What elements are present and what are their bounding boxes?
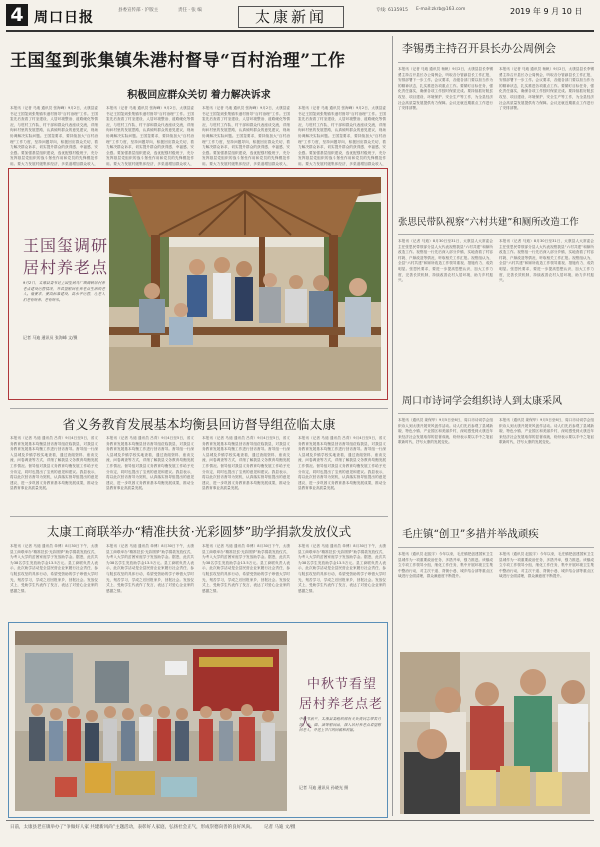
footer-caption-text: 日前，太康县老庄镇举办了“争做好人家 共建新风尚”主题活动，表彰好人家庭，弘扬社会正气，形成崇德向善的良好风尚。 [10,825,255,830]
family-award-photo [400,652,590,814]
charity-body-col-2: 本报讯（记者 马迪 通讯员 单博）8月30日下午，太康县工商联举办“精准扶贫·光彩圆梦”助学捐款发放仪式，为考入大学的贫困家庭学子发放助学金。据悉，此次共为38名学生发放助学金13.5万元。县工商联负责人表示，此次助学活动是全县民营企业家履行社会责任、参与脱贫攻坚的具体行动，希望受资助的学子珍惜大学时光，刻苦学习，学成之后回报家乡，回报社会。发放仪式上，受助学生代表作了发言，表达了对爱心企业家的感激之情。 [106,544,194,593]
photo-feature-2-caption: 中秋节前夕，太康县委组织部有关负责同志带着月饼、米、面、油等慰问品，深入居村养老点看望慰问老人，并送上节日的问候和祝福。 [299,717,381,733]
sidebar-body-col: 本报讯（记者 马迪）8月30日至31日，太康县人大常委会主任张思民带领部分县人大代表视察我县“六村共建”和厕所改造工作。视察组一行先后深入部分乡镇，实地查看了村容村貌、户厕改造等情况，听取相关工作汇报。视察组认为，全县“六村共建”和厕所改造工作领导重视、措施有力、成效明显。张思民要求，要进一步提高思想认识，加大工作力度，完善长效机制，持续改善农村人居环境，助力乡村振兴。 [499,239,594,283]
photo-feature-2-title-2: 居村养老点老人 [299,697,384,731]
header-rule [6,30,594,32]
sidebar-body-col: 本报讯（通讯员 赵振宇）今年以来，毛庄镇把创建国家卫生县城作为一项重要政治任务，多措并举，强力推进。该镇成立专项工作领导小组，细化工作任务，集中开展环境卫生集中整治行动，对主次干道、背街小巷、城乡结合部等重点区域进行全面清理，群众满意度不断提升。 [398,552,493,579]
main-headline: 王国玺到张集镇朱港村督导“百村治理”工作 [10,51,346,71]
section-rule [10,408,388,409]
pavilion-elderly-photo [109,177,381,391]
photo-feature-title-2: 居村养老点 [23,258,109,277]
charity-body-col-3: 本报讯（记者 马迪 通讯员 单博）8月30日下午，太康县工商联举办“精准扶贫·光彩圆梦”助学捐款发放仪式，为考入大学的贫困家庭学子发放助学金。据悉，此次共为38名学生发放助学金13.5万元。县工商联负责人表示，此次助学活动是全县民营企业家履行社会责任、参与脱贫攻坚的具体行动，希望受资助的学子珍惜大学时光，刻苦学习，学成之后回报家乡，回报社会。发放仪式上，受助学生代表作了发言，表达了对爱心企业家的感激之情。 [202,544,290,593]
sidebar-headline: 周口市诗词学会组织诗人到太康采风 [402,396,562,407]
edu-body-col-4: 本报讯（记者 马迪 通讯员 吕青）9月4日至5日，省义务教育发展基本均衡县回访督导组莅临我县，对我县义务教育发展基本均衡工作进行回访督导。督导组一行深入县城及乡镇学校实地查看，通过查阅资料、座谈交流、问卷调查等方式，详细了解我县义务教育均衡发展工作情况。督导组对我县义务教育均衡发展工作给予充分肯定，同时也提出了宝贵的意见和建议。我县表示，将以此次回访督导为契机，认真落实督导组提出的意见建议，进一步巩固义务教育基本均衡发展成果，推动全县教育事业高质量发展。 [298,436,386,491]
column-divider [392,36,393,816]
courtyard-group-photo [15,631,287,811]
sidebar-headline: 张思民带队视察“六村共建”和厕所改造工作 [398,217,579,228]
footer-rule [6,820,594,821]
photo-feature-caption: 9月2日，太康县委书记王国玺到马厂镇调研居村养老点建设运营情况，并看望慰问在养老点生活的老人。他要求，要高标准建设、高水平运营，让老人们老有所养、老有所乐。 [23,281,105,302]
edition-title: 太康新闻 [238,6,344,28]
sidebar-body-col: 本报讯（记者 马迪）8月30日至31日，太康县人大常委会主任张思民带领部分县人大代表视察我县“六村共建”和厕所改造工作。视察组一行先后深入部分乡镇，实地查看了村容村貌、户厕改造等情况，听取相关工作汇报。视察组认为，全县“六村共建”和厕所改造工作领导重视、措施有力、成效明显。张思民要求，要进一步提高思想认识，加大工作力度，完善长效机制，持续改善农村人居环境，助力乡村振兴。 [398,239,493,283]
header-email: E-mail:zkrb@163.com [416,7,466,12]
photo-feature-2-credit: 记者 马迪 通讯员 孙晓光 摄 [299,785,349,790]
header-meta-1: 县委宣传部 · 沪版主 [118,8,159,13]
main-body-col-3: 本报讯（记者 马迪 通讯员 张海峰）9月2日，太康县委书记王国玺到张集镇朱港村督导“百村治理”工作。王国玺先后查看了村室建设、人居环境整治、道路硬化等情况，与驻村工作队、村干部和群众代表座谈交流，详细询问村里的发展思路，认真倾听群众的意见建议，现场协调解决实际问题。王国玺要求，要持续加大“百村治理”工作力度，坚持问题导向，积极回应群众关切，着力解决群众诉求，切实提升群众的获得感、幸福感、安全感。要加强基层组织建设，选优配强村级班子，充分发挥基层党组织的战斗堡垒作用和党员的先锋模范作用。要大力发展村级集体经济，多渠道增加群众收入， [202,106,290,166]
edu-headline: 省义务教育发展基本均衡县回访督导组莅临太康 [62,418,336,433]
main-body-col-2: 本报讯（记者 马迪 通讯员 张海峰）9月2日，太康县委书记王国玺到张集镇朱港村督导“百村治理”工作。王国玺先后查看了村室建设、人居环境整治、道路硬化等情况，与驻村工作队、村干部和群众代表座谈交流，详细询问村里的发展思路，认真倾听群众的意见建议，现场协调解决实际问题。王国玺要求，要持续加大“百村治理”工作力度，坚持问题导向，积极回应群众关切，着力解决群众诉求，切实提升群众的获得感、幸福感、安全感。要加强基层组织建设，选优配强村级班子，充分发挥基层党组织的战斗堡垒作用和党员的先锋模范作用。要大力发展村级集体经济，多渠道增加群众收入， [106,106,194,166]
paper-name: 周口日报 [34,10,94,26]
sidebar-body-col: 本报讯（通讯员 姜保华）9月5日至6日，周口市诗词学会组织诗人到太康开展采风创作活动。诗人们先后参观了县城新貌、特色小镇、产业园区和美丽乡村，深切感受到太康近年来经济社会发展取得的显著成就，纷纷表示要以手中之笔讴歌新时代，抒写太康的发展变化。 [398,418,493,445]
edu-body-col-3: 本报讯（记者 马迪 通讯员 吕青）9月4日至5日，省义务教育发展基本均衡县回访督导组莅临我县，对我县义务教育发展基本均衡工作进行回访督导。督导组一行深入县城及乡镇学校实地查看，通过查阅资料、座谈交流、问卷调查等方式，详细了解我县义务教育均衡发展工作情况。督导组对我县义务教育均衡发展工作给予充分肯定，同时也提出了宝贵的意见和建议。我县表示，将以此次回访督导为契机，认真落实督导组提出的意见建议，进一步巩固义务教育基本均衡发展成果，推动全县教育事业高质量发展。 [202,436,290,491]
edu-body-col-1: 本报讯（记者 马迪 通讯员 吕青）9月4日至5日，省义务教育发展基本均衡县回访督导组莅临我县，对我县义务教育发展基本均衡工作进行回访督导。督导组一行深入县城及乡镇学校实地查看，通过查阅资料、座谈交流、问卷调查等方式，详细了解我县义务教育均衡发展工作情况。督导组对我县义务教育均衡发展工作给予充分肯定，同时也提出了宝贵的意见和建议。我县表示，将以此次回访督导为契机，认真落实督导组提出的意见建议，进一步巩固义务教育基本均衡发展成果，推动全县教育事业高质量发展。 [10,436,98,491]
sidebar-story-4 [398,526,594,650]
sidebar-headline: 毛庄镇“创卫”多措并举战顽疾 [402,528,539,540]
sidebar-body-col: 本报讯（通讯员 姜保华）9月5日至6日，周口市诗词学会组织诗人到太康开展采风创作活动。诗人们先后参观了县城新貌、特色小镇、产业园区和美丽乡村，深切感受到太康近年来经济社会发展取得的显著成就，纷纷表示要以手中之笔讴歌新时代，抒写太康的发展变化。 [499,418,594,445]
photo-feature-box-2 [8,622,388,818]
main-body-col-1: 本报讯（记者 马迪 通讯员 张海峰）9月2日，太康县委书记王国玺到张集镇朱港村督导“百村治理”工作。王国玺先后查看了村室建设、人居环境整治、道路硬化等情况，与驻村工作队、村干部和群众代表座谈交流，详细询问村里的发展思路，认真倾听群众的意见建议，现场协调解决实际问题。王国玺要求，要持续加大“百村治理”工作力度，坚持问题导向，积极回应群众关切，着力解决群众诉求，切实提升群众的获得感、幸福感、安全感。要加强基层组织建设，选优配强村级班子，充分发挥基层党组织的战斗堡垒作用和党员的先锋模范作用。要大力发展村级集体经济，多渠道增加群众收入， [10,106,98,166]
sidebar-body-col: 本报讯（通讯员 赵振宇）今年以来，毛庄镇把创建国家卫生县城作为一项重要政治任务，多措并举，强力推进。该镇成立专项工作领导小组，细化工作任务，集中开展环境卫生集中整治行动，对主次干道、背街小巷、城乡结合部等重点区域进行全面清理，群众满意度不断提升。 [499,552,594,579]
section-rule [10,516,388,517]
main-subhead: 积极回应群众关切 着力解决诉求 [127,90,271,101]
page-number: 4 [6,4,28,26]
photo-feature-box [8,168,388,400]
sidebar-headline: 李锡勇主持召开县长办公周例会 [402,42,556,55]
photo-feature-2-title-1: 中秋节看望 [307,677,378,692]
charity-body-col-1: 本报讯（记者 马迪 通讯员 单博）8月30日下午，太康县工商联举办“精准扶贫·光彩圆梦”助学捐款发放仪式，为考入大学的贫困家庭学子发放助学金。据悉，此次共为38名学生发放助学金13.5万元。县工商联负责人表示，此次助学活动是全县民营企业家履行社会责任、参与脱贫攻坚的具体行动，希望受资助的学子珍惜大学时光，刻苦学习，学成之后回报家乡，回报社会。发放仪式上，受助学生代表作了发言，表达了对爱心企业家的感激之情。 [10,544,98,593]
header-issue-no: 专线: 6135915 [376,8,408,13]
masthead [0,0,600,30]
header-meta-2: 责任 · 张 编 [178,8,202,13]
footer-caption [10,824,590,830]
sidebar-story-2 [398,214,594,385]
photo-feature-credit: 记者 马迪 通讯员 张海峰 文/摄 [23,335,78,340]
photo-feature-title-1: 王国玺调研 [23,236,109,255]
edu-body-col-2: 本报讯（记者 马迪 通讯员 吕青）9月4日至5日，省义务教育发展基本均衡县回访督导组莅临我县，对我县义务教育发展基本均衡工作进行回访督导。督导组一行深入县城及乡镇学校实地查看，通过查阅资料、座谈交流、问卷调查等方式，详细了解我县义务教育均衡发展工作情况。督导组对我县义务教育均衡发展工作给予充分肯定，同时也提出了宝贵的意见和建议。我县表示，将以此次回访督导为契机，认真落实督导组提出的意见建议，进一步巩固义务教育基本均衡发展成果，推动全县教育事业高质量发展。 [106,436,194,491]
sidebar-story-3 [398,392,594,520]
sidebar-body-col: 本报讯（记者 马迪 通讯员 杨帆）9月2日，太康县县长李锡勇主持召开县长办公周例会，听取各分管副县长工作汇报，安排部署下一步工作。会议要求，各级各部门要以担当作为的精神状态，扎实推进各项重点工作。要紧盯目标任务，强化责任落实，确保各项工作按时保质完成。要持续抓好脱贫攻坚、项目建设、环境保护、安全生产等工作，为全县经济社会高质量发展提供有力保障。会议还就近期重点工作进行了安排部署。 [499,67,594,111]
header-date: 2019 年 9 月 10 日 [510,7,583,16]
footer-credit: 记者 马迪 文/摄 [264,825,296,830]
charity-headline: 太康工商联举办“精准扶贫·光彩圆梦”助学捐款发放仪式 [46,524,352,539]
sidebar-story-1 [398,40,594,205]
sidebar-body-col: 本报讯（记者 马迪 通讯员 杨帆）9月2日，太康县县长李锡勇主持召开县长办公周例会，听取各分管副县长工作汇报，安排部署下一步工作。会议要求，各级各部门要以担当作为的精神状态，扎实推进各项重点工作。要紧盯目标任务，强化责任落实，确保各项工作按时保质完成。要持续抓好脱贫攻坚、项目建设、环境保护、安全生产等工作，为全县经济社会高质量发展提供有力保障。会议还就近期重点工作进行了安排部署。 [398,67,493,111]
charity-body-col-4: 本报讯（记者 马迪 通讯员 单博）8月30日下午，太康县工商联举办“精准扶贫·光彩圆梦”助学捐款发放仪式，为考入大学的贫困家庭学子发放助学金。据悉，此次共为38名学生发放助学金13.5万元。县工商联负责人表示，此次助学活动是全县民营企业家履行社会责任、参与脱贫攻坚的具体行动，希望受资助的学子珍惜大学时光，刻苦学习，学成之后回报家乡，回报社会。发放仪式上，受助学生代表作了发言，表达了对爱心企业家的感激之情。 [298,544,386,593]
main-body-col-4: 本报讯（记者 马迪 通讯员 张海峰）9月2日，太康县委书记王国玺到张集镇朱港村督导“百村治理”工作。王国玺先后查看了村室建设、人居环境整治、道路硬化等情况，与驻村工作队、村干部和群众代表座谈交流，详细询问村里的发展思路，认真倾听群众的意见建议，现场协调解决实际问题。王国玺要求，要持续加大“百村治理”工作力度，坚持问题导向，积极回应群众关切，着力解决群众诉求，切实提升群众的获得感、幸福感、安全感。要加强基层组织建设，选优配强村级班子，充分发挥基层党组织的战斗堡垒作用和党员的先锋模范作用。要大力发展村级集体经济，多渠道增加群众收入， [298,106,386,166]
